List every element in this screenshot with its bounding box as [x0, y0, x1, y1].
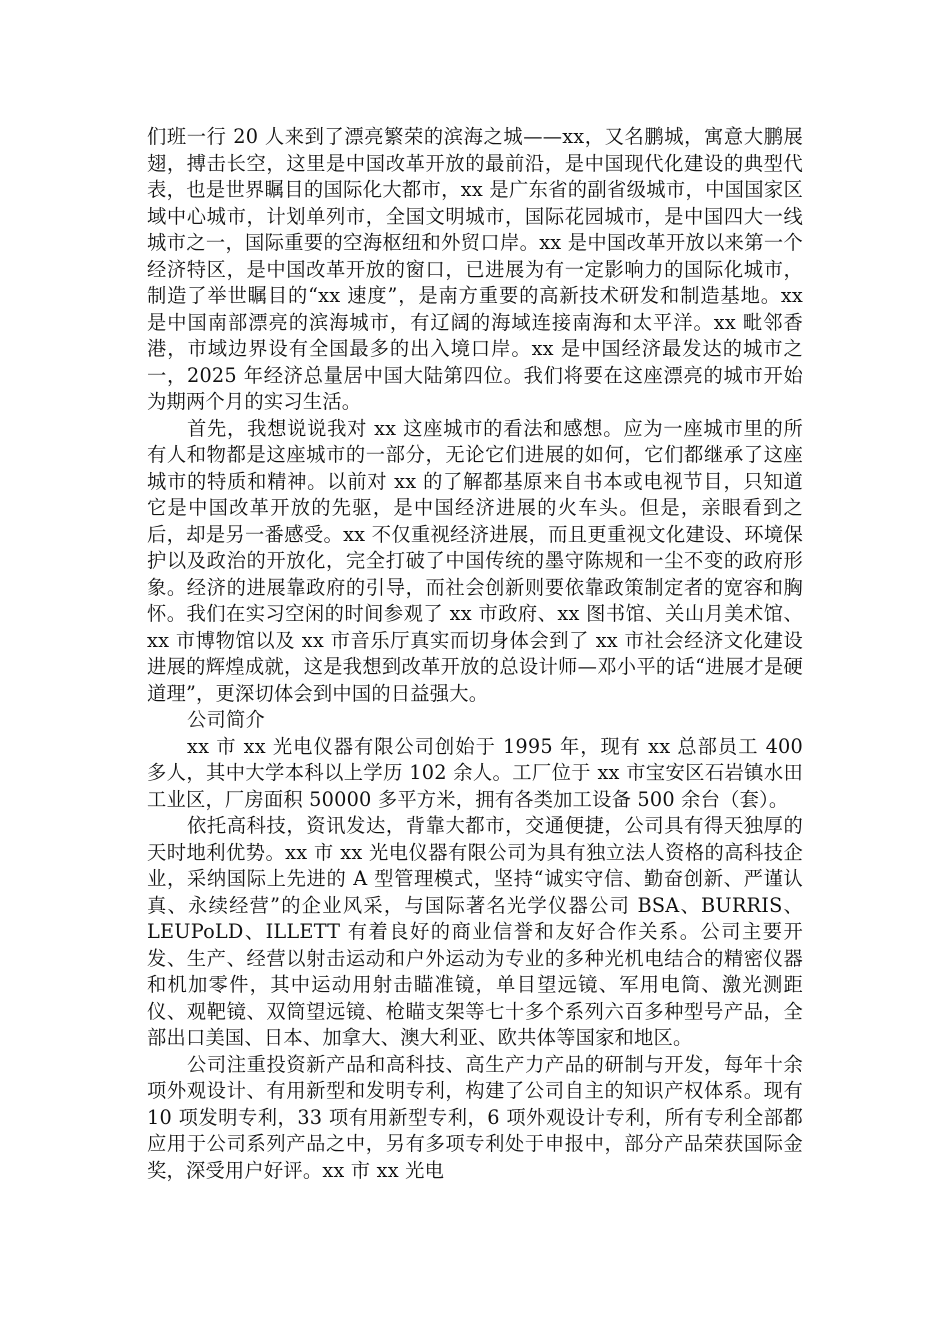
paragraph-city-impressions: 首先，我想说说我对 xx 这座城市的看法和感想。应为一座城市里的所有人和物都是这座城市的一部分，无论它们进展的如何，它们都继承了这座城市的特质和精神。以前对 xx 的了解都基原来自书本或电视节目，只知道它是中国改革开放的先驱，是中国经济进展的火车头。但是，亲眼看到之后，却是另一番感受。xx 不仅重视经济进展，而且更重视文化建设、环境保护以及政治的开放化，完全打破了中国传统的墨守陈规和一尘不变的政府形象。经济的进展靠政府的引导，而社会创新则要依靠政策制定者的宽容和胸怀。我们在实习空闲的时间参观了 xx 市政府、xx 图书馆、关山月美术馆、xx 市博物馆以及 xx 市音乐厅真实而切身体会到了 xx 市社会经济文化建设进展的辉煌成就，这是我想到改革开放的总设计师—邓小平的话“进展才是硬道理”，更深切体会到中国的日益强大。 [147, 416, 803, 705]
paragraph-company-founding: xx 市 xx 光电仪器有限公司创始于 1995 年，现有 xx 总部员工 400 多人，其中大学本科以上学历 102 余人。工厂位于 xx 市宝安区石岩镇水田工业区，厂房面积 50000 多平方米，拥有各类加工设备 500 余台（套）。 [147, 734, 803, 811]
paragraph-company-advantages: 依托高科技，资讯发达，背靠大都市，交通便捷，公司具有得天独厚的天时地利优势。xx 市 xx 光电仪器有限公司为具有独立法人资格的高科技企业，采纳国际上先进的 A 型管理模式，坚持“诚实守信、勤奋创新、严谨认真、永续经营”的企业风采，与国际著名光学仪器公司 BSA、BURRIS、LEUPoLD、ILLETT 有着良好的商业信誉和友好合作关系。公司主要开发、生产、经营以射击运动和户外运动为专业的多种光机电结合的精密仪器和机加零件，其中运动用射击瞄准镜，单目望远镜、军用电筒、激光测距仪、观靶镜、双筒望远镜、枪瞄支架等七十多个系列六百多种型号产品，全部出口美国、日本、加拿大、澳大利亚、欧共体等国家和地区。 [147, 814, 803, 1049]
paragraph-company-patents: 公司注重投资新产品和高科技、高生产力产品的研制与开发，每年十余项外观设计、有用新型和发明专利，构建了公司自主的知识产权体系。现有 10 项发明专利，33 项有用新型专利，6 项外观设计专利，所有专利全部都应用于公司系列产品之中，另有多项专利处于申报中，部分产品荣获国际金奖，深受用户好评。xx 市 xx 光电 [147, 1052, 803, 1182]
paragraph-city-intro: 们班一行 20 人来到了漂亮繁荣的滨海之城——xx，又名鹏城，寓意大鹏展翅，搏击长空，这里是中国改革开放的最前沿，是中国现代化建设的典型代表，也是世界瞩目的国际化大都市，xx 是广东省的副省级城市，中国国家区域中心城市，计划单列市，全国文明城市，国际花园城市，是中国四大一线城市之一，国际重要的空海枢纽和外贸口岸。xx 是中国改革开放以来第一个经济特区，是中国改革开放的窗口，已进展为有一定影响力的国际化城市，制造了举世瞩目的“xx 速度”，是南方重要的高新技术研发和制造基地。xx 是中国南部漂亮的滨海城市，有辽阔的海域连接南海和太平洋。xx 毗邻香港，市域边界设有全国最多的出入境口岸。xx 是中国经济最发达的城市之一，2025 年经济总量居中国大陆第四位。我们将要在这座漂亮的城市开始为期两个月的实习生活。 [147, 125, 803, 413]
document-page [147, 124, 803, 1184]
section-heading-company-profile: 公司简介 [187, 708, 265, 731]
